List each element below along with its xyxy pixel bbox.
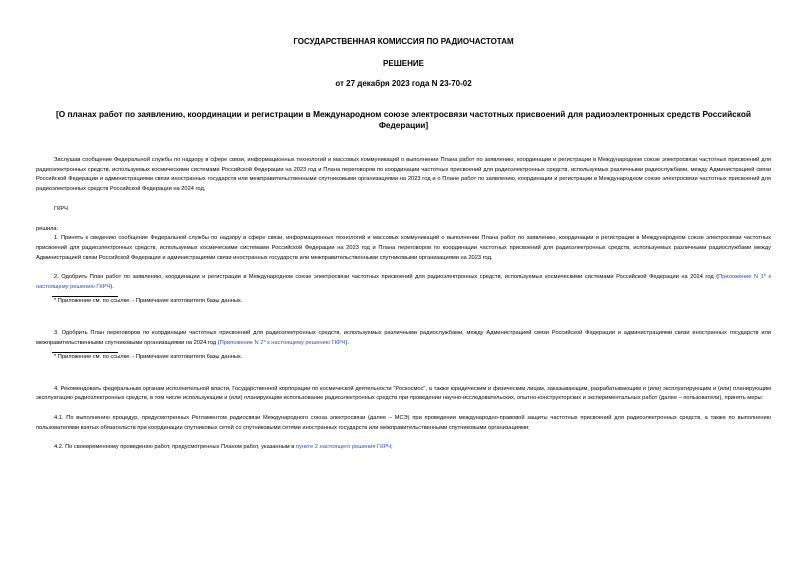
footnote-1: * Приложение см. по ссылке. - Примечание изготовителя базы данных. bbox=[54, 297, 243, 304]
footnote-2: * Приложение см. по ссылке. - Примечание изготовителя базы данных. bbox=[54, 353, 243, 360]
item-2-end: ). bbox=[110, 284, 114, 291]
appendix-2-link[interactable]: Приложение N 2* к настоящему решению ГКРЧ bbox=[219, 340, 346, 347]
document-title: [О планах работ по заявлению, координации и регистрации в Международном союзе электросвязи частотных присвоений для радиоэлектронных средств Российской Федерации] bbox=[56, 109, 751, 130]
item-3-end: ). bbox=[345, 340, 350, 347]
item-2 bbox=[36, 273, 771, 292]
item-4: 4. Рекомендовать федеральным органам исполнительной власти, Государственной корпорации по космической деятельности "Роскосмос", а также юридическим и физическим лицам, заказывающим, разрабатывающим и (или) эксплуатирующим и (или) планирующим эксплуатацию радиоэлектронных средств, в том числе использующим и (или) планирующим использование радиоэлектронных средств при проведении научно-исследовательских, опытно-конструкторских и экспериментальных работ (далее – пользователи), принять меры: bbox=[36, 385, 771, 402]
item-4-2-end: ; bbox=[390, 444, 393, 451]
decided-label: решила: bbox=[36, 225, 59, 232]
item-2-reference-link[interactable]: пункте 2 настоящего решения ГКРЧ bbox=[295, 444, 391, 451]
item-4-2 bbox=[36, 443, 771, 453]
item-2-text: 2. Одобрить План работ по заявлению, координации и регистрации в Международном союзе электросвязи частотных присвоений для радиоэлектронных средств, используемых космическими системами Российской Федерации на 2024 год ( bbox=[54, 274, 719, 281]
org-short-name: ГКРЧ bbox=[54, 205, 68, 212]
organization-header: ГОСУДАРСТВЕННАЯ КОМИССИЯ ПО РАДИОЧАСТОТАМ bbox=[293, 37, 514, 46]
intro-paragraph: Заслушав сообщение Федеральной службы по надзору в сфере связи, информационных технологий и массовых коммуникаций о выполнении Плана работ по заявлению, координации и регистрации в Международном союзе электросвязи частотных присвоений для радиоэлектронных средств, используемых космическими системами Российской Федерации на 2023 год и Плана переговоров по координации частотных присвоений для радиоэлектронных средств, используемых различными радиослужбами, между Администрацией связи Российской Федерации и администрациями связи иностранных государств или межправительственными спутниковыми организациями на 2023 год и о Плане работ по заявлению, координации и регистрации в Международном союзе электросвязи частотных присвоений для радиоэлектронных средств Российской Федерации на 2024 год, bbox=[36, 157, 771, 193]
appendix-1-link[interactable]: Приложение N 1* к настоящему решению ГКРЧ bbox=[36, 274, 771, 291]
document-date-number: от 27 декабря 2023 года N 23-70-02 bbox=[335, 79, 472, 88]
item-3-text: 3. Одобрить План переговоров по координации частотных присвоений для радиоэлектронных средств, используемых различными радиослужбами, между Администрацией связи Российской Федерации и администрациями связи иностранных государств или межправительственными спутниковыми организациями на 2024 год ( bbox=[36, 330, 771, 347]
document-type: РЕШЕНИЕ bbox=[383, 59, 424, 68]
item-4-2-text: 4.2. По своевременному проведению работ, предусмотренных Планом работ, указанным в bbox=[54, 444, 296, 451]
item-1: 1. Принять к сведению сообщение Федеральной службы по надзору в сфере связи, информационных технологий и массовых коммуникаций о выполнении Плана работ по заявлению, координации и регистрации в Международном союзе электросвязи частотных присвоений для радиоэлектронных средств, используемых космическими системами Российской Федерации на 2023 год и Плана переговоров по координации частотных присвоений для радиоэлектронных средств, используемых различными радиослужбами между Администрацией связи Российской Федерации и администрациями связи иностранных государств или межправительственными спутниковыми организациями на 2023 год. bbox=[36, 235, 771, 261]
item-3 bbox=[36, 329, 771, 348]
item-4-1: 4.1. По выполнению процедур, предусмотренных Регламентом радиосвязи Международного союза электросвязи (далее – МСЭ) при проведении международно-правовой защиты частотных присвоений для радиоэлектронных средств, а также по выполнению пользователями взятых обязательств при координации спутниковых сетей со спутниковыми сетями иностранных государств или межправительственными спутниковыми организациями; bbox=[36, 414, 771, 431]
